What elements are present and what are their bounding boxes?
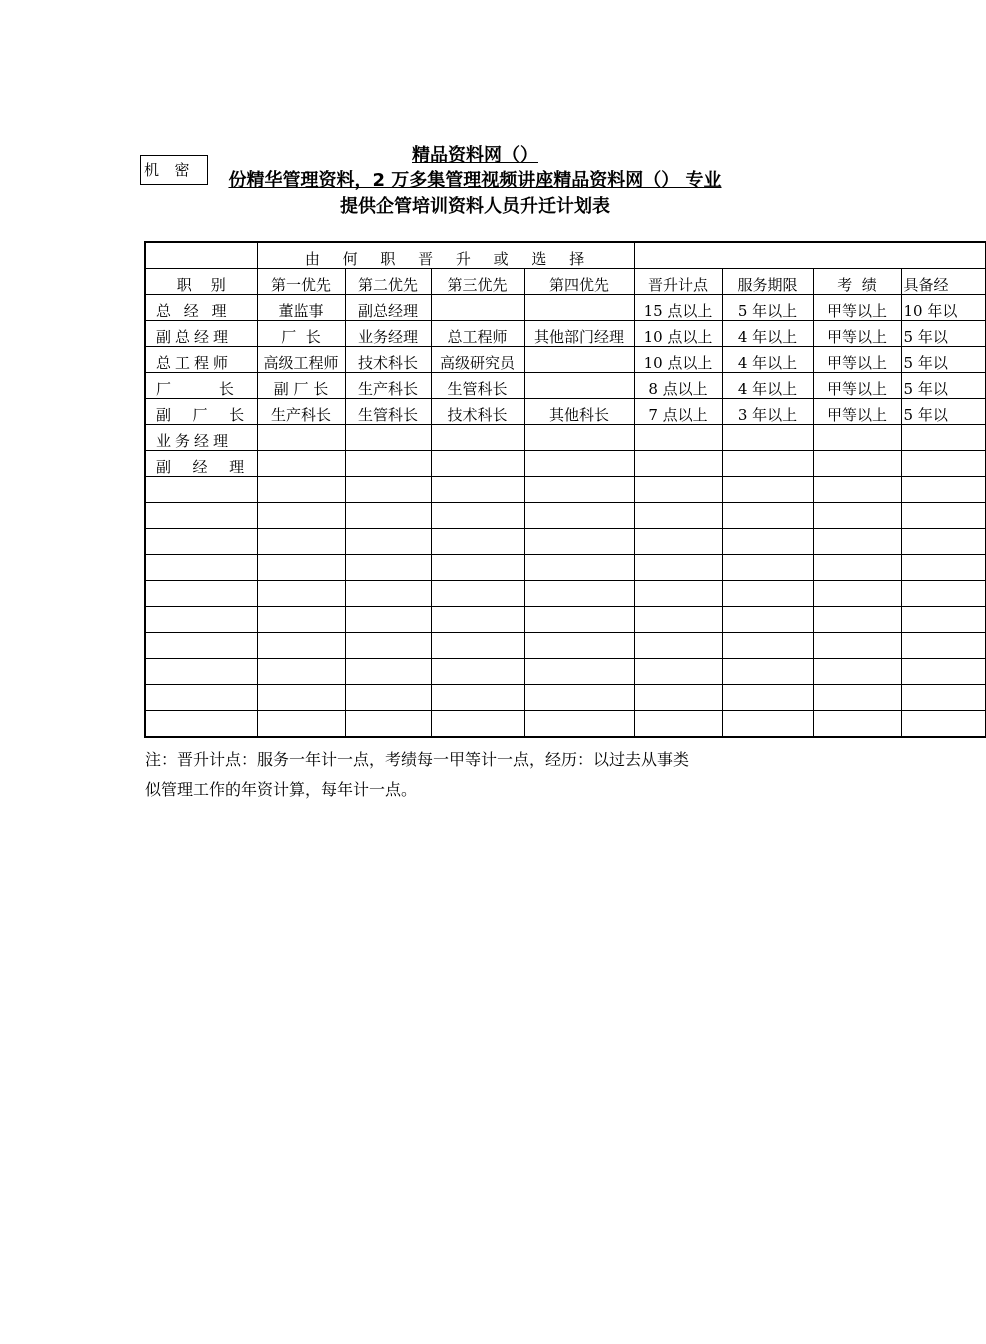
table-cell: 技术科长 [431,399,524,425]
empty-cell [813,581,901,607]
empty-cell [431,685,524,711]
table-cell: 其他部门经理 [524,321,634,347]
empty-table-row [145,503,985,529]
table-cell [901,451,985,477]
table-cell: 生管科长 [345,399,431,425]
document-title: 提供企管培训资料人员升迁计划表 [340,196,610,217]
role-header-top [145,242,257,269]
empty-cell [634,685,722,711]
table-cell: 甲等以上 [813,373,901,399]
table-header-row-2 [145,269,985,295]
empty-cell [431,581,524,607]
empty-cell [634,711,722,738]
empty-cell [813,555,901,581]
empty-cell [345,555,431,581]
empty-table-row [145,555,985,581]
table-cell [345,451,431,477]
table-row [145,347,985,373]
empty-cell [345,529,431,555]
empty-cell [257,659,345,685]
table-cell [431,425,524,451]
table-cell [722,451,813,477]
table-cell [524,347,634,373]
empty-cell [722,477,813,503]
empty-cell [257,685,345,711]
table-cell [524,425,634,451]
table-cell: 甲等以上 [813,399,901,425]
empty-cell [813,529,901,555]
role-cell: 副总经理 [145,321,257,347]
empty-cell [145,659,257,685]
empty-cell [431,555,524,581]
table-cell: 10 点以上 [634,321,722,347]
role-cell: 业务经理 [145,425,257,451]
table-cell: 甲等以上 [813,295,901,321]
empty-cell [722,711,813,738]
experience-header: 具备经 [901,269,985,295]
site-title: 精品资料网（） [412,145,538,166]
empty-cell [634,607,722,633]
table-cell [257,425,345,451]
empty-cell [145,711,257,738]
empty-cell [345,685,431,711]
table-cell: 业务经理 [345,321,431,347]
empty-cell [901,633,985,659]
empty-cell [431,633,524,659]
table-cell: 10 点以上 [634,347,722,373]
table-cell: 4 年以上 [722,321,813,347]
table-row [145,321,985,347]
empty-cell [145,633,257,659]
empty-cell [634,477,722,503]
empty-cell [634,529,722,555]
empty-cell [901,685,985,711]
empty-cell [901,607,985,633]
role-column-header: 职 别 [145,269,257,295]
table-cell [345,425,431,451]
empty-cell [813,503,901,529]
fourth-priority-header: 第四优先 [524,269,634,295]
empty-cell [257,503,345,529]
empty-cell [145,529,257,555]
empty-cell [901,477,985,503]
note-line-2: 似管理工作的年资计算，每年计一点。 [145,780,418,799]
promotion-points-header: 晋升计点 [634,269,722,295]
first-priority-header: 第一优先 [257,269,345,295]
service-term-header: 服务期限 [722,269,813,295]
empty-cell [634,659,722,685]
empty-table-row [145,685,985,711]
table-cell [813,425,901,451]
table-row [145,451,985,477]
table-row [145,373,985,399]
table-cell [634,451,722,477]
empty-cell [145,477,257,503]
role-cell: 副 厂 长 [145,399,257,425]
empty-cell [431,477,524,503]
source-group-header: 由 何 职 晋 升 或 选 择 [257,242,634,269]
table-cell [257,451,345,477]
table-cell: 总工程师 [431,321,524,347]
empty-cell [722,503,813,529]
table-cell: 4 年以上 [722,373,813,399]
empty-cell [431,529,524,555]
empty-cell [722,685,813,711]
empty-cell [634,555,722,581]
empty-table-row [145,477,985,503]
table-cell: 董监事 [257,295,345,321]
empty-cell [431,711,524,738]
second-priority-header: 第二优先 [345,269,431,295]
empty-table-row [145,633,985,659]
empty-cell [145,555,257,581]
table-cell: 5 年以 [901,399,985,425]
table-cell: 生产科长 [257,399,345,425]
table-cell: 5 年以 [901,347,985,373]
empty-cell [257,555,345,581]
empty-cell [257,477,345,503]
empty-cell [901,659,985,685]
table-cell [431,295,524,321]
table-cell: 技术科长 [345,347,431,373]
empty-cell [145,685,257,711]
empty-cell [722,659,813,685]
empty-cell [257,529,345,555]
table-cell: 8 点以上 [634,373,722,399]
table-cell: 生产科长 [345,373,431,399]
empty-cell [524,581,634,607]
role-cell: 总工程师 [145,347,257,373]
empty-cell [901,711,985,738]
table-cell: 副总经理 [345,295,431,321]
table-row [145,425,985,451]
empty-cell [257,581,345,607]
empty-table-row [145,607,985,633]
empty-cell [634,503,722,529]
table-cell: 高级工程师 [257,347,345,373]
empty-table-row [145,711,985,738]
table-cell: 甲等以上 [813,347,901,373]
table-cell: 甲等以上 [813,321,901,347]
empty-cell [722,555,813,581]
table-note [145,745,815,805]
table-cell [722,425,813,451]
empty-cell [901,503,985,529]
empty-cell [524,477,634,503]
empty-cell [722,581,813,607]
empty-cell [431,659,524,685]
empty-cell [524,529,634,555]
table-cell: 3 年以上 [722,399,813,425]
empty-cell [145,503,257,529]
table-header-row-1 [145,242,985,269]
empty-cell [257,711,345,738]
table-cell: 10 年以 [901,295,985,321]
table-cell: 生管科长 [431,373,524,399]
empty-cell [524,607,634,633]
empty-cell [524,555,634,581]
table-row [145,399,985,425]
empty-cell [145,581,257,607]
empty-cell [345,633,431,659]
third-priority-header: 第三优先 [431,269,524,295]
empty-cell [524,503,634,529]
criteria-group-header [634,242,985,269]
table-cell: 5 年以上 [722,295,813,321]
empty-table-row [145,581,985,607]
table-cell [431,451,524,477]
empty-cell [813,685,901,711]
table-cell: 其他科长 [524,399,634,425]
empty-cell [524,711,634,738]
promotion-plan-table-wrapper [144,241,958,735]
table-cell: 15 点以上 [634,295,722,321]
empty-cell [345,659,431,685]
empty-cell [524,685,634,711]
empty-cell [257,607,345,633]
empty-table-row [145,529,985,555]
empty-cell [901,581,985,607]
empty-cell [524,659,634,685]
role-cell: 总 经 理 [145,295,257,321]
table-cell: 7 点以上 [634,399,722,425]
table-cell [524,373,634,399]
empty-cell [634,633,722,659]
table-cell [634,425,722,451]
empty-cell [345,477,431,503]
empty-cell [524,633,634,659]
confidential-stamp: 机 密 [140,155,208,185]
empty-cell [345,581,431,607]
empty-table-row [145,659,985,685]
empty-cell [813,711,901,738]
empty-cell [722,529,813,555]
empty-cell [813,659,901,685]
table-cell [901,425,985,451]
empty-cell [813,633,901,659]
table-cell: 厂 长 [257,321,345,347]
empty-cell [431,607,524,633]
site-subtitle: 份精华管理资料，2 万多集管理视频讲座精品资料网（） 专业 [228,170,722,191]
empty-cell [634,581,722,607]
note-line-1: 注：晋升计点：服务一年计一点，考绩每一甲等计一点，经历：以过去从事类 [145,750,690,769]
empty-cell [345,503,431,529]
empty-cell [345,607,431,633]
performance-header: 考 绩 [813,269,901,295]
empty-cell [431,503,524,529]
empty-cell [345,711,431,738]
empty-cell [145,607,257,633]
table-cell [813,451,901,477]
promotion-plan-table [144,241,986,738]
table-row [145,295,985,321]
table-cell: 5 年以 [901,373,985,399]
empty-cell [901,555,985,581]
table-cell: 5 年以 [901,321,985,347]
empty-cell [901,529,985,555]
table-cell [524,295,634,321]
role-cell: 副 经 理 [145,451,257,477]
table-cell: 4 年以上 [722,347,813,373]
role-cell: 厂 长 [145,373,257,399]
table-cell: 副 厂 长 [257,373,345,399]
empty-cell [813,607,901,633]
empty-cell [722,607,813,633]
empty-cell [722,633,813,659]
empty-cell [257,633,345,659]
table-cell: 高级研究员 [431,347,524,373]
empty-cell [813,477,901,503]
table-cell [524,451,634,477]
